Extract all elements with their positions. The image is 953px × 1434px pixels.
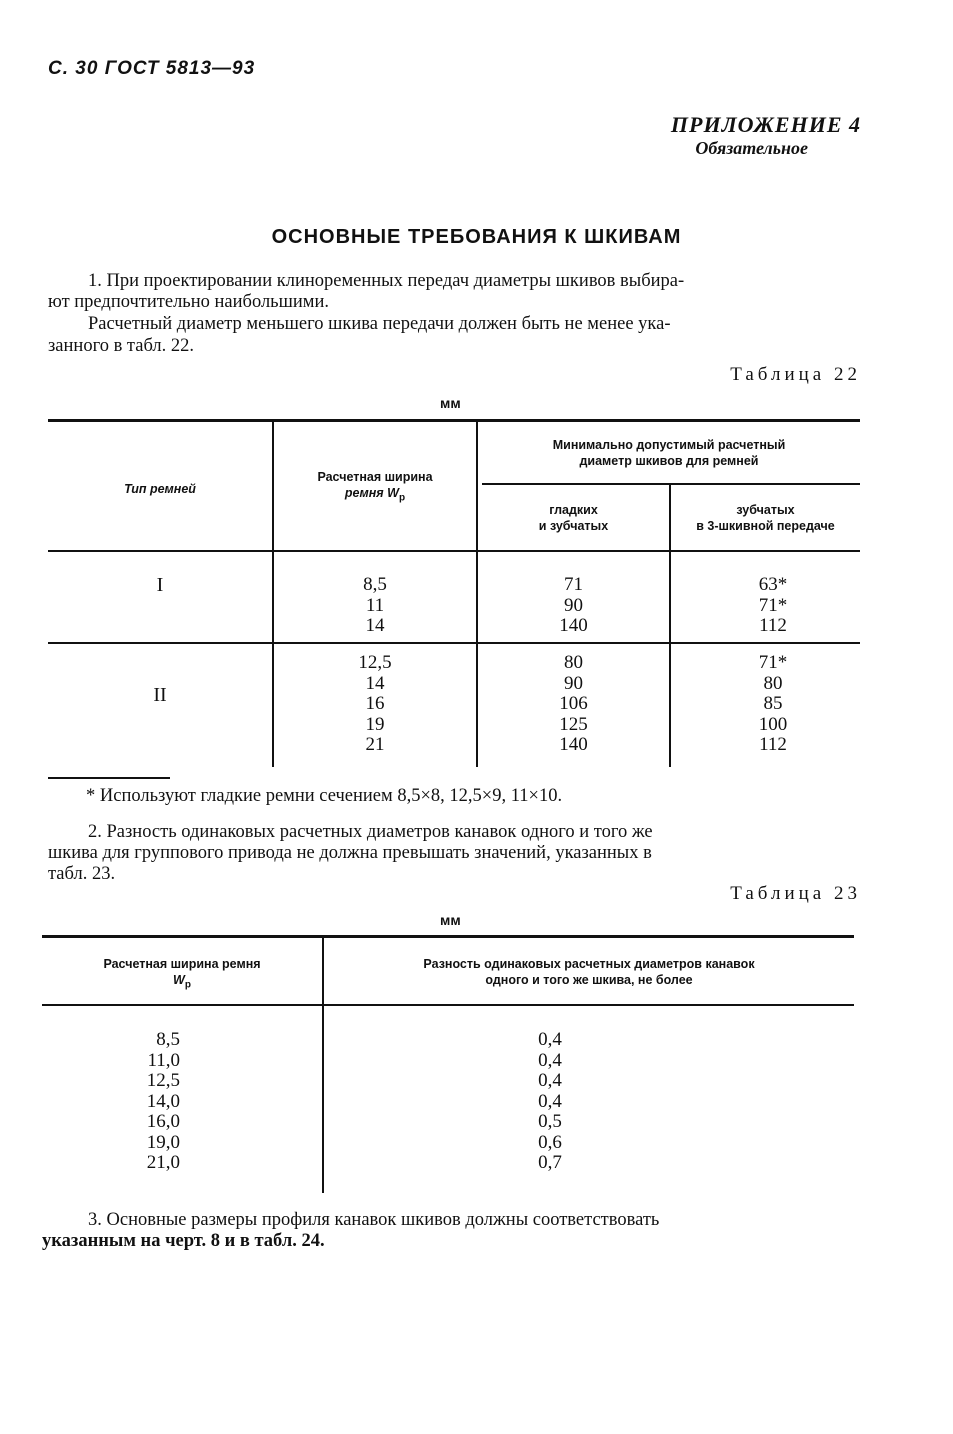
table22-header-smooth <box>478 502 669 534</box>
para2-line1: 2. Разность одинаковых расчетных диаметров канавок одного и того же <box>88 822 653 842</box>
table22-header-toothed <box>671 502 860 534</box>
table22-header-width-line2: ремня $W_р$ <box>344 486 406 504</box>
table-cell: 19,0 <box>146 1131 180 1153</box>
table-cell: 8,5 <box>363 574 387 595</box>
table22-header-type: Тип ремней <box>124 482 196 496</box>
table22-header-width-line1: Расчетная ширина <box>317 470 433 484</box>
table22-header-width <box>274 469 476 507</box>
table22-group-rule <box>482 483 860 485</box>
table22-smooth-group2 <box>478 653 669 756</box>
table22-toothed-group1 <box>671 575 875 637</box>
table-cell: 80 <box>763 672 783 694</box>
table23-unit: мм <box>440 912 461 928</box>
table-cell: 21,0 <box>146 1152 180 1173</box>
table22-toothed-group2 <box>671 653 875 756</box>
document-title: ОСНОВНЫЕ ТРЕБОВАНИЯ К ШКИВАМ <box>271 226 682 248</box>
table22-footnote: * Используют гладкие ремни сечением 8,5×8, 12,5×9, 11×10. <box>86 786 563 806</box>
table-cell: 125 <box>559 713 588 735</box>
table-cell: 14,0 <box>146 1090 180 1112</box>
footnote-rule <box>48 777 170 779</box>
table-cell: 0,6 <box>538 1131 562 1153</box>
table22-top-rule <box>48 419 860 422</box>
table22-unit: мм <box>440 395 461 411</box>
para1-line3: Расчетный диаметр меньшего шкива передачи должен быть не менее ука- <box>88 314 671 334</box>
table-cell: 0,4 <box>538 1070 562 1091</box>
table-cell: 106 <box>559 693 588 714</box>
table-cell: 100 <box>758 713 788 735</box>
table22-caption: Таблица 22 <box>730 364 861 385</box>
table22-header-rule <box>48 550 860 552</box>
table23-header-width <box>42 956 322 994</box>
table-cell: 16,0 <box>146 1111 180 1132</box>
table-cell: 0,4 <box>538 1090 562 1112</box>
para1-line1: 1. При проектировании клиноременных передач диаметры шкивов выбира- <box>88 271 685 291</box>
table-cell: 11 <box>365 594 385 616</box>
table22-smooth-group1 <box>478 575 669 637</box>
table22-header-group-line1: Минимально допустимый расчетный <box>552 438 786 452</box>
table-cell: 12,5 <box>358 652 392 673</box>
table-cell: 71* <box>758 594 788 616</box>
table22-group-separator <box>48 642 860 644</box>
table22-header-group <box>478 437 860 469</box>
table22-type-II: II <box>153 684 167 706</box>
table-cell: 19 <box>365 713 385 735</box>
table-cell: 0,5 <box>538 1111 562 1132</box>
table23-header-width-line2: $W_р$ <box>173 973 191 991</box>
table23-caption: Таблица 23 <box>730 883 861 904</box>
table-cell: 14 <box>365 672 385 694</box>
table-cell: 8,5 <box>156 1029 180 1050</box>
table-cell: 90 <box>564 672 583 694</box>
table-cell: 14 <box>365 615 385 636</box>
table-cell: 140 <box>559 615 588 636</box>
para2-line2: шкива для группового привода не должна превышать значений, указанных в <box>48 843 652 863</box>
appendix-subtitle: Обязательное <box>695 138 808 158</box>
table-cell: 0,7 <box>538 1152 562 1173</box>
table23-diffs-column <box>324 1030 776 1174</box>
table23-widths-column <box>100 1030 180 1174</box>
table23-header-diff <box>324 956 854 988</box>
appendix-title: ПРИЛОЖЕНИЕ 4 <box>670 112 861 137</box>
table23-top-rule <box>42 935 854 938</box>
table22-header-group-line2: диаметр шкивов для ремней <box>579 454 759 468</box>
table-cell: 0,4 <box>538 1029 562 1050</box>
table-cell: 80 <box>564 652 583 673</box>
table23-header-diff-line2: одного и того же шкива, не более <box>485 973 693 987</box>
table-cell: 85 <box>763 693 783 714</box>
table22-type-I: I <box>156 574 164 596</box>
para2-line3: табл. 23. <box>48 864 116 884</box>
table-cell: 71 <box>564 574 583 595</box>
table22-widths-group1 <box>274 575 476 637</box>
table22-header-smooth-line2: и зубчатых <box>538 519 609 533</box>
table22-header-toothed-line1: зубчатых <box>736 503 795 517</box>
table23-header-diff-line1: Разность одинаковых расчетных диаметров канавок <box>423 957 755 971</box>
table-cell: 71* <box>758 652 788 673</box>
para1-line2: ют предпочтительно наибольшими. <box>48 292 329 312</box>
page-header: С. 30 ГОСТ 5813—93 <box>48 58 256 79</box>
table-cell: 140 <box>559 734 588 755</box>
para3-line1: 3. Основные размеры профиля канавок шкивов должны соответствовать <box>88 1210 660 1230</box>
table-cell: 11,0 <box>147 1049 180 1071</box>
table-cell: 0,4 <box>538 1049 562 1071</box>
table-cell: 12,5 <box>146 1070 180 1091</box>
table22-widths-group2 <box>274 653 476 756</box>
table22-header-toothed-line2: в 3-шкивной передаче <box>696 519 835 533</box>
table22-header-smooth-line1: гладких <box>549 503 598 517</box>
table23-header-rule <box>42 1004 854 1006</box>
table-cell: 21 <box>365 734 385 755</box>
table23-header-width-line1: Расчетная ширина ремня <box>103 957 261 971</box>
para3-line2: указанным на черт. 8 и в табл. 24. <box>42 1231 325 1251</box>
para1-line4: занного в табл. 22. <box>48 336 195 356</box>
table-cell: 63* <box>758 574 788 595</box>
table-cell: 16 <box>365 693 385 714</box>
table-cell: 112 <box>759 615 787 636</box>
table-cell: 90 <box>564 594 583 616</box>
table-cell: 112 <box>759 734 787 755</box>
